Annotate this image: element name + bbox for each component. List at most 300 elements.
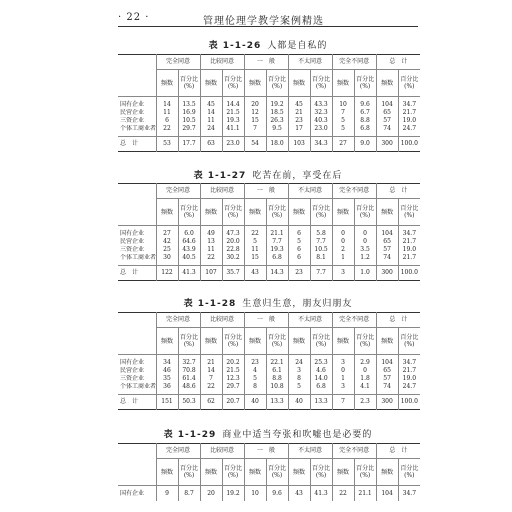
group-header-row [118,55,420,70]
sub-header-row [118,459,420,486]
cell: 6 [156,117,178,125]
sub-header-row [118,328,420,355]
row-label: 三资企业 [120,117,145,124]
cell: 9 [156,486,178,502]
cell: 74 [376,254,398,266]
sub-header-pct: 百分比(%) [398,328,420,355]
cell: 9.6 [266,486,288,502]
cell: 34.7 [398,226,420,239]
group-header: 完全不同意 [332,184,376,199]
cell: 25.3 [310,355,332,368]
cell: 27 [156,226,178,239]
cell: 0 [332,238,354,246]
cell: 29.7 [222,383,244,395]
cell: 13.3 [310,395,332,410]
cell: 5 [332,117,354,125]
sub-header-pct: 百分比(%) [354,70,376,97]
cell: 21.7 [398,238,420,246]
sub-header-freq: 频数 [200,70,222,97]
cell: 45 [200,97,222,110]
cell: 34 [156,355,178,368]
row-label: 国有企业 [120,101,145,108]
cell: 14.0 [310,375,332,383]
cell: 14 [200,109,222,117]
group-header: 一 般 [244,55,288,70]
sub-header-freq: 频数 [288,459,310,486]
sub-header-pct: 百分比(%) [178,328,200,355]
cell: 6.0 [178,226,200,239]
row-label: 总 计 [118,266,156,281]
cell: 63 [200,137,222,152]
cell: 3.5 [354,246,376,254]
data-table [118,183,420,281]
cell: 2 [332,246,354,254]
cell: 65 [376,109,398,117]
table-caption [118,38,418,51]
group-header: 比较同意 [200,184,244,199]
cell: 21.7 [398,367,420,375]
cell: 6.1 [266,367,288,375]
sub-header-freq: 频数 [156,328,178,355]
table-row [118,117,420,125]
cell: 104 [376,226,398,239]
sub-header-freq: 频数 [288,328,310,355]
cell: 20.2 [222,355,244,368]
row-label: 国有企业 [120,490,145,497]
cell: 5 [332,125,354,137]
cell: 5 [244,375,266,383]
table-row [118,254,420,266]
cell: 8 [288,375,310,383]
cell: 62 [200,395,222,410]
cell: 6 [288,254,310,266]
cell: 10.8 [266,383,288,395]
running-title: 管理伦理学教学案例精选 [203,16,324,27]
row-label: 民营企业 [120,238,145,245]
cell: 20.7 [222,395,244,410]
cell: 34.3 [310,137,332,152]
cell: 23 [244,355,266,368]
cell: 43 [244,266,266,281]
table-row [118,383,420,395]
cell: 1.8 [354,375,376,383]
cell: 300 [376,395,398,410]
row-label: 总 计 [118,395,156,410]
cell: 22 [200,383,222,395]
sub-header-freq: 频数 [156,199,178,226]
cell: 19.2 [222,486,244,502]
cell: 13.3 [266,395,288,410]
cell: 18.5 [266,109,288,117]
sub-header-freq: 频数 [332,199,354,226]
table-row [118,367,420,375]
group-header: 完全不同意 [332,444,376,459]
corner-cell [118,55,156,97]
cell: 10.5 [178,117,200,125]
table-title: 生意归生意，朋友归朋友 [242,299,353,309]
cell: 9.0 [354,137,376,152]
sub-header-pct: 百分比(%) [398,199,420,226]
cell: 300 [376,137,398,152]
sub-header-pct: 百分比(%) [178,459,200,486]
cell: 21.1 [266,226,288,239]
group-header: 一 般 [244,444,288,459]
cell: 43.9 [178,246,200,254]
cell: 14.3 [266,266,288,281]
cell: 47.3 [222,226,244,239]
sub-header-freq: 频数 [376,328,398,355]
data-table [118,54,420,152]
sub-header-row [118,199,420,226]
sub-header-freq: 频数 [376,70,398,97]
sub-header-pct: 百分比(%) [222,328,244,355]
cell: 5 [288,383,310,395]
cell: 23 [288,117,310,125]
cell: 34.7 [398,355,420,368]
cell: 10.5 [310,246,332,254]
cell: 10 [332,97,354,110]
cell: 151 [156,395,178,410]
sub-header-pct: 百分比(%) [266,199,288,226]
sub-header-pct: 百分比(%) [222,199,244,226]
group-header: 总 计 [376,55,420,70]
sub-header-pct: 百分比(%) [178,199,200,226]
table-title: 人都是自私的 [267,41,328,51]
sub-header-freq: 频数 [244,459,266,486]
cell: 20.0 [222,238,244,246]
cell: 8.1 [310,254,332,266]
cell: 14 [200,367,222,375]
cell: 35 [156,375,178,383]
cell: 3 [332,383,354,395]
sub-header-freq: 频数 [376,199,398,226]
cell: 3 [332,266,354,281]
sub-header-freq: 频数 [288,70,310,97]
cell: 26.3 [266,117,288,125]
cell: 21.5 [222,367,244,375]
cell: 41.3 [178,266,200,281]
sub-header-pct: 百分比(%) [266,328,288,355]
cell: 74 [376,125,398,137]
group-header: 完全同意 [156,55,200,70]
sub-header-freq: 频数 [332,459,354,486]
sub-header-pct: 百分比(%) [266,459,288,486]
cell: 19.2 [266,97,288,110]
cell: 9.6 [354,97,376,110]
sub-header-freq: 频数 [200,199,222,226]
table-title: 商业中适当夸张和吹嘘也是必要的 [222,430,373,440]
cell: 17.7 [178,137,200,152]
sub-header-pct: 百分比(%) [398,70,420,97]
table-number: 表 1-1-27 [193,171,247,181]
cell: 49 [200,226,222,239]
group-header-row [118,444,420,459]
table-row [118,125,420,137]
sub-header-freq: 频数 [200,459,222,486]
cell: 27 [332,137,354,152]
cell: 6.8 [310,383,332,395]
cell: 19.3 [266,246,288,254]
cell: 0 [332,226,354,239]
total-row [118,266,420,281]
page-number: · 22 · [118,12,150,23]
cell: 53 [156,137,178,152]
cell: 29.7 [178,125,200,137]
group-header: 完全同意 [156,444,200,459]
cell: 7 [244,125,266,137]
sub-header-pct: 百分比(%) [222,459,244,486]
sub-header-pct: 百分比(%) [398,459,420,486]
cell: 22 [156,125,178,137]
cell: 6.7 [354,109,376,117]
cell: 17 [288,125,310,137]
cell: 23.0 [310,125,332,137]
sub-header-pct: 百分比(%) [222,70,244,97]
cell: 8.7 [178,486,200,502]
table-number: 表 1-1-29 [163,430,217,440]
cell: 24.7 [398,125,420,137]
cell: 36 [156,383,178,395]
sub-header-freq: 频数 [200,328,222,355]
cell: 104 [376,486,398,502]
sub-header-freq: 频数 [376,459,398,486]
cell: 11 [156,109,178,117]
cell: 0 [354,367,376,375]
cell: 3 [288,367,310,375]
cell: 41.1 [222,125,244,137]
cell: 11 [200,117,222,125]
cell: 30 [156,254,178,266]
cell: 100.0 [398,266,420,281]
cell: 7.7 [266,238,288,246]
sub-header-freq: 频数 [244,70,266,97]
cell: 13.5 [178,97,200,110]
cell: 3 [332,355,354,368]
cell: 23 [288,266,310,281]
cell: 7.7 [310,266,332,281]
cell: 7 [200,375,222,383]
cell: 8.8 [266,375,288,383]
cell: 300 [376,266,398,281]
cell: 9.5 [266,125,288,137]
cell: 48.6 [178,383,200,395]
table-row [118,238,420,246]
cell: 22.8 [222,246,244,254]
cell: 16.9 [178,109,200,117]
cell: 50.3 [178,395,200,410]
cell: 43 [288,486,310,502]
sub-header-pct: 百分比(%) [354,459,376,486]
running-header [118,10,498,26]
sub-header-pct: 百分比(%) [310,459,332,486]
cell: 0 [332,367,354,375]
sub-header-freq: 频数 [332,328,354,355]
group-header: 不太同意 [288,444,332,459]
cell: 100.0 [398,137,420,152]
cell: 24 [288,355,310,368]
cell: 15 [244,254,266,266]
cell: 35.7 [222,266,244,281]
cell: 11 [200,246,222,254]
cell: 24 [200,125,222,137]
cell: 15 [244,117,266,125]
table-number: 表 1-1-26 [208,41,262,51]
group-header: 总 计 [376,184,420,199]
cell: 8 [244,383,266,395]
cell: 7.7 [310,238,332,246]
cell: 42 [156,238,178,246]
row-label: 三资企业 [120,375,145,382]
sub-header-pct: 百分比(%) [354,199,376,226]
cell: 1.0 [354,266,376,281]
table-row [118,226,420,239]
cell: 104 [376,355,398,368]
table-row [118,246,420,254]
cell: 19.0 [398,375,420,383]
table-row [118,355,420,368]
cell: 46 [156,367,178,375]
cell: 13 [200,238,222,246]
cell: 54 [244,137,266,152]
group-header: 不太同意 [288,313,332,328]
table-row [118,375,420,383]
cell: 10 [244,486,266,502]
row-label: 三资企业 [120,246,145,253]
group-header: 完全不同意 [332,55,376,70]
cell: 21.7 [398,254,420,266]
cell: 6 [288,226,310,239]
sub-header-pct: 百分比(%) [310,199,332,226]
total-row [118,137,420,152]
group-header: 完全同意 [156,313,200,328]
group-header: 一 般 [244,313,288,328]
cell: 0 [354,238,376,246]
cell: 40.3 [310,117,332,125]
group-header-row [118,184,420,199]
cell: 4.1 [354,383,376,395]
cell: 2.3 [354,395,376,410]
cell: 7 [332,395,354,410]
cell: 21.7 [398,109,420,117]
cell: 70.8 [178,367,200,375]
cell: 40 [244,395,266,410]
group-header: 比较同意 [200,313,244,328]
sub-header-freq: 频数 [156,70,178,97]
group-header: 比较同意 [200,444,244,459]
cell: 22 [244,226,266,239]
group-header: 不太同意 [288,184,332,199]
cell: 103 [288,137,310,152]
table-row [118,486,420,502]
cell: 65 [376,238,398,246]
cell: 8.8 [354,117,376,125]
sub-header-pct: 百分比(%) [354,328,376,355]
cell: 18.0 [266,137,288,152]
cell: 0 [354,226,376,239]
cell: 57 [376,375,398,383]
row-label: 个体工商业者 [120,254,156,261]
group-header: 不太同意 [288,55,332,70]
cell: 2.9 [354,355,376,368]
cell: 7 [332,109,354,117]
sub-header-freq: 频数 [332,70,354,97]
cell: 5 [244,238,266,246]
cell: 19.3 [222,117,244,125]
cell: 14.4 [222,97,244,110]
sub-header-pct: 百分比(%) [310,328,332,355]
cell: 22 [332,486,354,502]
table-row [118,109,420,117]
cell: 104 [376,97,398,110]
cell: 57 [376,246,398,254]
group-header: 完全不同意 [332,313,376,328]
table-row [118,97,420,110]
cell: 43.3 [310,97,332,110]
row-label: 民营企业 [120,367,145,374]
cell: 6 [288,246,310,254]
cell: 11 [244,246,266,254]
cell: 23.0 [222,137,244,152]
cell: 40.5 [178,254,200,266]
cell: 41.3 [310,486,332,502]
corner-cell [118,184,156,226]
cell: 122 [156,266,178,281]
row-label: 国有企业 [120,359,145,366]
group-header: 总 计 [376,444,420,459]
cell: 32.3 [310,109,332,117]
cell: 1 [332,254,354,266]
cell: 12 [244,109,266,117]
sub-header-freq: 频数 [156,459,178,486]
sub-header-pct: 百分比(%) [310,70,332,97]
sub-header-freq: 频数 [244,328,266,355]
total-row [118,395,420,410]
data-table [118,443,420,501]
cell: 34.7 [398,97,420,110]
cell: 74 [376,383,398,395]
cell: 65 [376,367,398,375]
cell: 1 [332,375,354,383]
table-caption [118,427,418,440]
cell: 32.7 [178,355,200,368]
group-header: 总 计 [376,313,420,328]
cell: 4.6 [310,367,332,375]
cell: 22 [200,254,222,266]
sub-header-freq: 频数 [244,199,266,226]
cell: 40 [288,395,310,410]
cell: 5.8 [310,226,332,239]
cell: 19.0 [398,117,420,125]
cell: 34.7 [398,486,420,502]
row-label: 总 计 [118,137,156,152]
cell: 22.1 [266,355,288,368]
corner-cell [118,313,156,355]
sub-header-pct: 百分比(%) [178,70,200,97]
cell: 1.2 [354,254,376,266]
cell: 20 [200,486,222,502]
table-caption [118,296,418,309]
cell: 57 [376,117,398,125]
cell: 45 [288,97,310,110]
group-header: 完全同意 [156,184,200,199]
cell: 21.1 [354,486,376,502]
cell: 25 [156,246,178,254]
cell: 64.6 [178,238,200,246]
cell: 21.5 [222,109,244,117]
cell: 21 [288,109,310,117]
cell: 30.2 [222,254,244,266]
row-label: 个体工商业者 [120,383,156,390]
